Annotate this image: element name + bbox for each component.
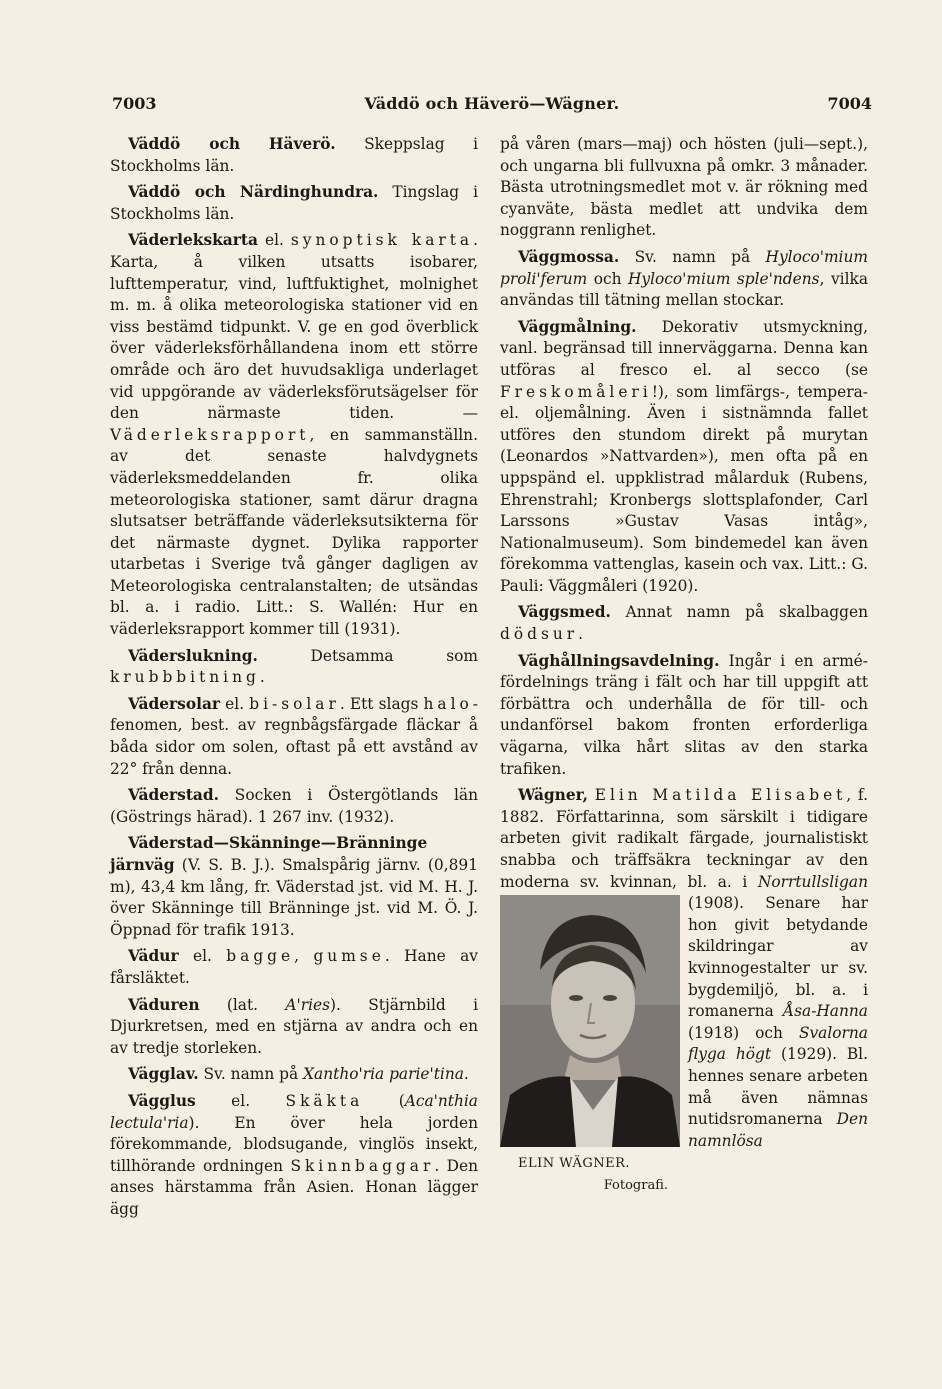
spaced-term: bi-solar [249, 694, 340, 713]
page-header [112, 94, 872, 113]
book-title: Norrtullsligan [757, 872, 868, 891]
spaced-term: Väderleksrapport [110, 425, 310, 444]
left-column [110, 134, 478, 1226]
headword: Väggmålning. [518, 317, 637, 336]
entry-text: Sv. namn på [198, 1065, 304, 1084]
entry-text: (1908). Senare har hon givit betydande skildringar av kvinnogestalter ur sv. bygdemiljö, bl. a. i romanerna [688, 894, 868, 1021]
book-title: Den namnlösa [688, 1110, 868, 1150]
caption-credit: Fotografi. [603, 1177, 668, 1193]
entry-text: (1918) och [688, 1023, 799, 1042]
portrait-photo [500, 895, 680, 1147]
portrait-image [500, 895, 680, 1147]
latin-name: Hyloco'mium proli'ferum [500, 247, 868, 288]
entry-text: ). En över hela jorden förekommande, blodsugande, vinglös insekt, tillhörande ordningen [110, 1113, 478, 1175]
entry-text: Sv. namn på [619, 247, 766, 266]
entry-vaderlekskarta [110, 230, 478, 640]
entry-text: ). Stjärnbild i Djurkretsen, med en stjärna av andra och en av tredje storleken. [110, 995, 478, 1057]
entry-vaderstad-jarnvag [110, 833, 478, 941]
entry-vaggsmed [500, 602, 868, 645]
entry-text: ( [363, 1091, 405, 1110]
entry-text: Tingslag i Stockholms län. [110, 183, 478, 223]
spaced-term: Skäkta [285, 1091, 364, 1110]
entry-vaddo-havero [110, 134, 478, 177]
entry-vadur [110, 946, 478, 989]
entry-vaderslukning [110, 646, 478, 689]
headword: Väderlekskarta [128, 231, 258, 250]
headword: Väderstad—Skänninge—Bränninge järnväg [110, 834, 428, 874]
spaced-term: Freskomåleri [500, 382, 652, 401]
spaced-term: gumse [313, 947, 385, 966]
headword: Vägglav. [128, 1065, 199, 1084]
entry-text: , [294, 947, 314, 966]
latin-name: Hyloco'mium sple'ndens [627, 269, 820, 288]
entry-text: Annat namn på skalbaggen [610, 603, 868, 622]
entry-text: och [587, 269, 628, 288]
entry-text: Dekorativ utsmyckning, vanl. begränsad till innerväggarna. Denna kan utföras al fresco el. al secco (se [500, 317, 868, 379]
entry-vagglus [110, 1091, 478, 1221]
entry-vaderstad [110, 785, 478, 828]
spaced-term: bagge [226, 947, 295, 966]
headword: Väddö och Häverö. [128, 135, 336, 153]
entry-text: Skeppslag i Stockholms län. [110, 135, 478, 175]
headword: Väghållningsavdelning. [518, 651, 720, 670]
entry-text: , en sammanställn. av det senaste halvdygnets väderleksmeddelanden fr. olika meteorologiska stationer, samt därur dragna slutsatser beträffande väderleksutsikterna för det närmaste dygnet. Dylika rapporter utarbetas i Sverige två gånger dagligen av Meteorologiska centralanstalten; de utsändas bl. a. i radio. Litt.: S. Wallén: Hur en väderleksrapport kommer till (1931). [110, 425, 478, 639]
headword: Väggmossa. [518, 247, 620, 266]
headword: Väggsmed. [518, 603, 611, 622]
right-page-number: 7004 [827, 94, 872, 113]
headword: Vädersolar [128, 694, 221, 713]
entry-text: el. [195, 1091, 286, 1110]
book-title: Svalorna flyga högt [688, 1023, 868, 1064]
entry-vaghallningsavdelning [500, 651, 868, 781]
entry-vaggmossa [500, 247, 868, 312]
book-title: Åsa-Hanna [783, 1002, 868, 1021]
spaced-term: krubbbitning [110, 668, 260, 687]
spaced-term: Elin Matilda Elisabet [594, 786, 847, 805]
headword: Väddö och Närdinghundra. [128, 183, 379, 202]
headword: Väderstad. [128, 786, 220, 805]
entry-text: Detsamma som [257, 646, 478, 665]
entry-text: (1929). Bl. hennes senare arbeten må även nämnas nutidsromanerna [688, 1045, 868, 1129]
entry-text: (V. S. B. J.). Smalspårig järnv. (0,891 m), 43,4 km lång, fr. Väderstad jst. vid M. H. J. över Skänninge till Bränninge jst. vid M. Ö. J. Öppnad för trafik 1913. [110, 856, 478, 939]
entry-text: el. [220, 694, 250, 713]
caption-name: ELIN WÄGNER. [518, 1156, 631, 1172]
entry-text: Socken i Östergötlands län (Göstrings härad). 1 267 inv. (1932). [110, 786, 478, 826]
headword: Väderslukning. [128, 646, 258, 665]
entry-text: . [463, 1065, 469, 1084]
entry-vagglav [110, 1064, 478, 1086]
left-page-number: 7003 [112, 94, 157, 113]
spaced-term: dödsur [500, 625, 579, 644]
entry-text: . [259, 668, 265, 687]
entry-text: . Ett slags [339, 694, 424, 713]
headword: Wägner, [518, 786, 589, 805]
spaced-term: Skinnbaggar [290, 1156, 435, 1175]
entry-text: Ingår i en armé-fördelnings träng i fält och har till uppgift att förbättra och underhålla de för till- och undanförsel bakom fronten erforderliga vägarna, vilka hårt slitas av den starka trafiken. [500, 651, 868, 778]
portrait-figure [500, 895, 682, 1196]
entry-text: . Karta, å vilken utsatts isobarer, lufttemperatur, vind, luftfuktighet, molnighet m. m. å olika meteorologiska stationer vid en viss bestämd tidpunkt. V. ge en god överblick över väderleksförhållandena inom ett större område och äro det huvudsakliga underlaget vid uppgörande av väderleksförutsägelser för den närmaste tiden. — [110, 231, 478, 423]
entry-wagner [500, 785, 868, 1193]
spaced-term: halo [423, 694, 473, 713]
latin-name: Aca'nthia lectula'ria [110, 1091, 478, 1132]
headword: Vädur [128, 947, 179, 966]
entry-text: (lat. [199, 995, 286, 1014]
entry-text: -fenomen, best. av regnbågsfärgade fläckar å båda sidor om solen, oftast på ett avstånd av 22° från denna. [110, 694, 478, 778]
right-column [500, 134, 868, 1196]
continuation-text: på våren (mars—maj) och hösten (juli—sept.), och ungarna bli fullvuxna på omkr. 3 månader. Bästa utrotningsmedlet mot v. är rökning med cyanväte, bästa medlet att undvika dem noggrann renlighet. [500, 135, 868, 240]
entry-vaduren [110, 995, 478, 1060]
entry-text: !), som limfärgs-, tempera- el. oljemålning. Även i sistnämnda fallet utföres den stundom direkt på murytan (Leonardos »Nattvarden»), men ofta på en uppspänd el. uppklistrad målarduk (Rubens, Ehrenstrahl; Kronbergs slottsplafonder, Carl Larssons »Gustav Vasas intåg», Nationalmuseum). Som bindemedel kan även förekomma vattenglas, kasein och vax. Litt.: G. Pauli: Väggmåleri (1920). [500, 382, 868, 595]
entry-vadersolar [110, 694, 478, 780]
entry-text: el. [178, 947, 227, 966]
spaced-term: synoptisk karta [290, 231, 474, 250]
latin-name: Xantho'ria parie'tina [303, 1065, 464, 1084]
entry-text: . [578, 625, 584, 644]
latin-name: A'ries [285, 995, 331, 1014]
headword: Väduren [128, 995, 200, 1014]
entry-text: . Hane av fårsläktet. [110, 947, 478, 987]
entry-text: , vilka användas till tätning mellan stockar. [500, 269, 869, 310]
entry-text: . Den anses härstamma från Asien. Honan lägger ägg [110, 1156, 478, 1218]
entry-text: , f. 1882. Författarinna, som särskilt i tidigare arbeten givit radikalt färgade, journalistiskt snabba och träffsäkra teckningar av den moderna sv. kvinnan, bl. a. i [500, 786, 868, 891]
entry-text: el. [257, 231, 291, 250]
headword: Vägglus [128, 1091, 196, 1110]
running-title: Väddö och Häverö—Wägner. [364, 94, 620, 113]
entry-vaggmalning [500, 317, 868, 598]
entry-vaddo-nardinghundra [110, 182, 478, 225]
